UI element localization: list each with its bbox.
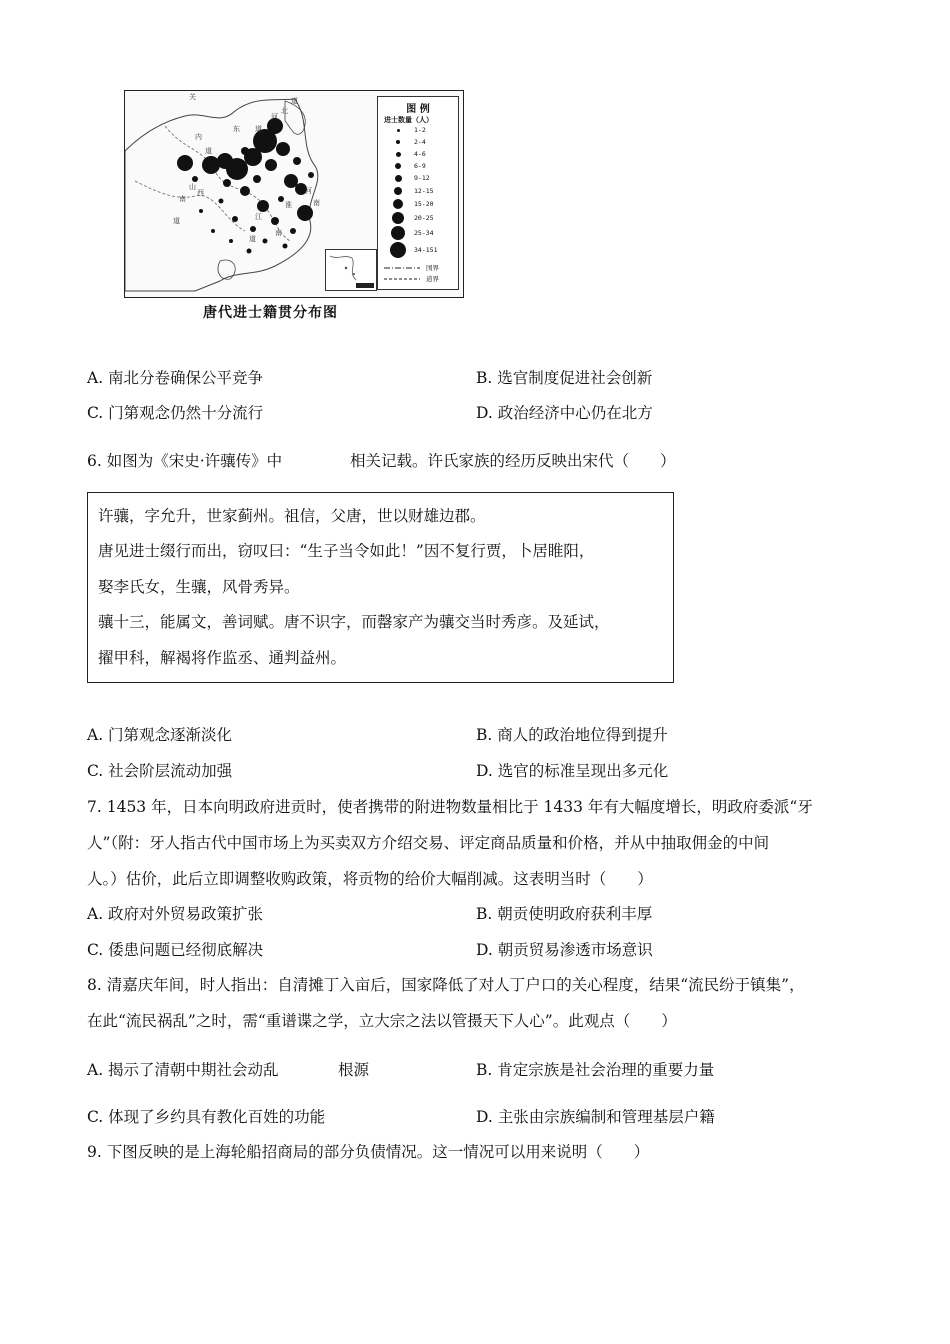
map-label: 西 [197,189,204,197]
legend-row [378,245,458,257]
map-label: 关 [189,93,196,101]
jinshi-dot [219,199,224,204]
q7-option-a: A. 政府对外贸易政策扩张 [87,905,264,923]
jinshi-dot [308,172,314,178]
jinshi-dot [297,205,313,221]
map-label: 道 [249,235,256,243]
q7-option-b: B. 朝贡使明政府获利丰厚 [476,905,653,923]
q6-quote-box [87,492,674,683]
jinshi-dot [177,155,193,171]
jinshi-dot [211,229,215,233]
q8-option-a-part2: 根源 [338,1061,370,1079]
legend-circuit-border: 道界 [426,275,439,283]
q8-option-c: C. 体现了乡约具有教化百姓的功能 [87,1108,326,1126]
jinshi-dot [276,142,290,156]
q6-stem-part2: 相关记载。许氏家族的经历反映出宋代（ ） [350,452,676,470]
q7-stem-line: 人”（附：牙人指古代中国市场上为买卖双方介绍交易、评定商品质量和价格，并从中抽取佣金的中间 [87,834,770,852]
legend-row [378,186,458,198]
jinshi-dot [229,239,233,243]
quote-line: 骧十三，能属文，善词赋。唐不识字，而罄家产为骧交当时秀彦。及延试， [98,613,610,631]
q7-stem-line: 7. 1453 年，日本向明政府进贡时，使者携带的附进物数量相比于 1433 年有大幅度增长，明政府委派“牙 [87,798,813,816]
jinshi-dot [241,147,249,155]
q8-option-b: B. 肯定宗族是社会治理的重要力量 [476,1061,715,1079]
map-label: 河 [271,113,278,121]
jinshi-dot [223,179,231,187]
map-label: 东 [233,125,240,133]
map-label: 道 [173,217,180,225]
map-label: 山 [189,183,196,191]
map-label: 道 [205,147,212,155]
map-label: 道 [291,97,298,105]
map-legend [377,96,459,290]
q8-option-d: D. 主张由宗族编制和管理基层户籍 [476,1108,715,1126]
jinshi-dot [202,156,220,174]
q7-option-c: C. 倭患问题已经彻底解决 [87,941,264,959]
q6-option-c: C. 社会阶层流动加强 [87,762,233,780]
south-china-sea-inset [325,249,377,291]
quote-line: 唐见进士缀行而出，窃叹曰：“生子当令如此！”因不复行贾，卜居睢阳， [98,542,595,560]
legend-range: 6-9 [414,162,426,170]
jinshi-dot [263,239,268,244]
legend-row [378,125,458,137]
jinshi-dot [199,209,203,213]
legend-range: 12-15 [414,187,434,195]
q6-option-d: D. 选官的标准呈现出多元化 [476,762,669,780]
jinshi-dot [278,196,284,202]
legend-range: 1-2 [414,126,426,134]
jinshi-dot [247,249,252,254]
map-label: 道 [255,125,262,133]
jinshi-dot [293,157,301,165]
legend-title: 图 例 [406,104,430,115]
legend-national-border: 国界 [426,264,439,272]
map-label: 北 [281,107,288,115]
q8-stem-line: 在此“流民祸乱”之时，需“重谱谍之学，立大宗之法以管摄天下人心”。此观点（ ） [87,1012,677,1030]
jinshi-dot [265,159,277,171]
legend-row [378,228,458,240]
legend-range: 25-34 [414,229,434,237]
map-coastline [125,99,318,291]
jinshi-dot [290,228,296,234]
quote-line: 娶李氏女，生骧，风骨秀异。 [98,578,300,596]
jinshi-dot [271,217,279,225]
legend-row [378,149,458,161]
jinshi-dot [250,226,256,232]
jinshi-dot [257,200,269,212]
q5-option-d: D. 政治经济中心仍在北方 [476,404,653,422]
map-island [218,260,235,279]
q9-stem: 9. 下图反映的是上海轮船招商局的部分负债情况。这一情况可以用来说明（ ） [87,1143,650,1161]
figure-caption: 唐代进士籍贯分布图 [203,305,338,321]
tang-jinshi-map [124,90,464,298]
legend-subtitle: 进士数量（人） [384,116,433,124]
legend-row [378,137,458,149]
legend-range: 9-12 [414,174,430,182]
legend-range: 20-25 [414,214,434,222]
q7-option-d: D. 朝贡贸易渗透市场意识 [476,941,653,959]
q7-stem-line: 人。）估价，此后立即调整收购政策，将贡物的给价大幅削减。这表明当时（ ） [87,870,653,888]
legend-row [378,213,458,225]
map-label: 淮 [285,201,292,209]
q6-stem-part1: 6. 如图为《宋史·许骧传》中 [87,452,283,470]
map-label: 南 [179,195,186,203]
map-label: 内 [195,133,202,141]
jinshi-dot [283,244,288,249]
legend-range: 2-4 [414,138,426,146]
legend-range: 4-6 [414,150,426,158]
legend-row [378,173,458,185]
jinshi-dot [192,176,198,182]
q6-option-b: B. 商人的政治地位得到提升 [476,726,668,744]
jinshi-dot [232,216,238,222]
legend-range: 15-20 [414,200,434,208]
q8-stem-line: 8. 清嘉庆年间，时人指出：自清摊丁入亩后，国家降低了对人丁户口的关心程度，结果“流民纷于镇集”， [87,976,805,994]
legend-row [378,199,458,211]
jinshi-dot [253,175,261,183]
quote-line: 擢甲科，解褐将作监丞、通判益州。 [98,649,347,667]
legend-range: 34-151 [414,246,438,254]
map-label: 江 [255,213,262,221]
jinshi-dot [240,186,250,196]
map-label: 南 [275,229,282,237]
q8-option-a-part1: A. 揭示了清朝中期社会动乱 [87,1061,279,1079]
legend-row [378,161,458,173]
map-label: 河 [305,187,312,195]
q5-option-b: B. 选官制度促进社会创新 [476,369,653,387]
map-label: 南 [313,199,320,207]
quote-line: 许骧，字允升，世家蓟州。祖信，父唐，世以财雄边郡。 [98,507,486,525]
q6-option-a: A. 门第观念逐渐淡化 [87,726,233,744]
jinshi-dot [226,158,248,180]
q5-option-c: C. 门第观念仍然十分流行 [87,404,264,422]
q5-option-a: A. 南北分卷确保公平竞争 [87,369,264,387]
